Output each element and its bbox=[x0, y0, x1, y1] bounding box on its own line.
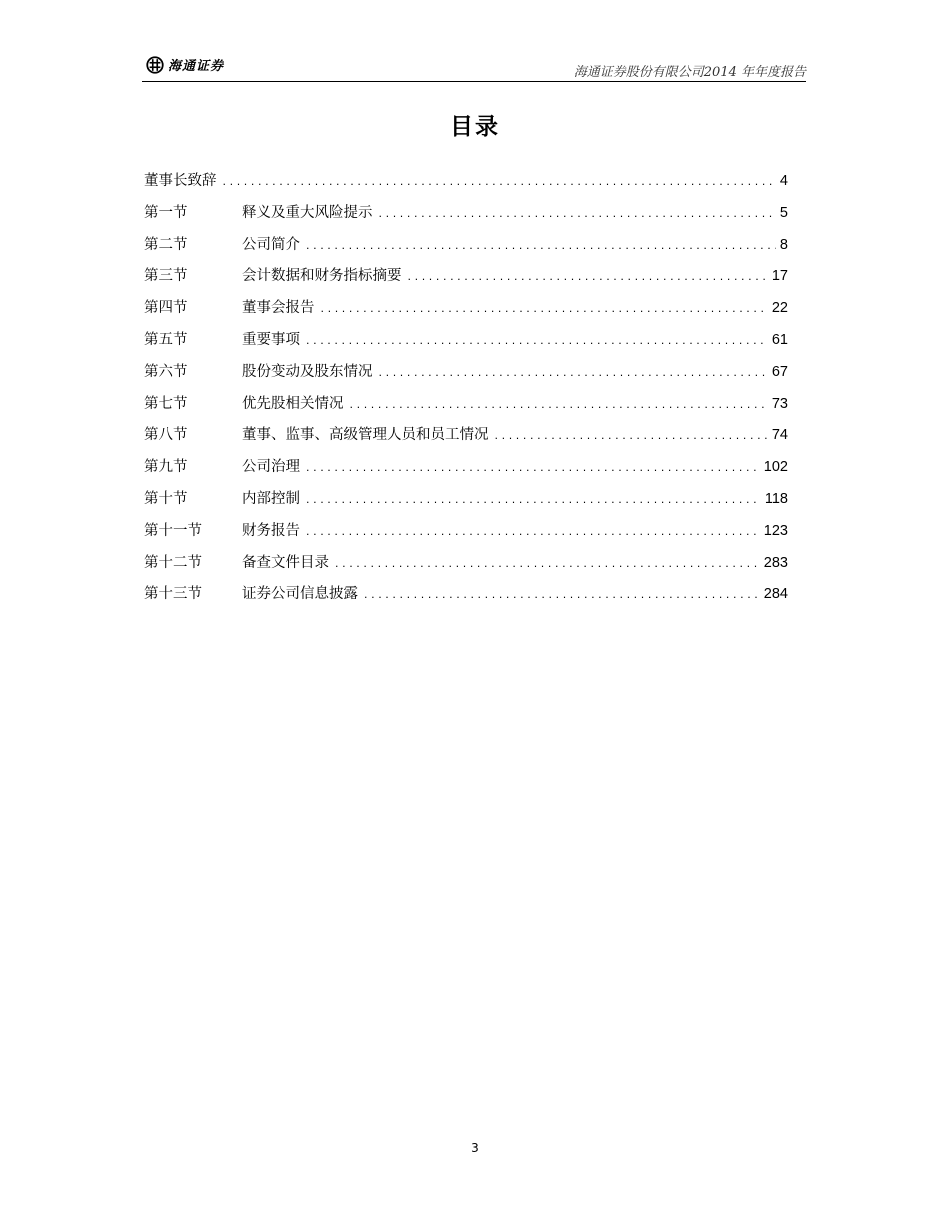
toc-entry-page-number: 5 bbox=[779, 204, 788, 221]
toc-entry-section-number: 第十二节 bbox=[144, 554, 202, 571]
page-header bbox=[142, 50, 806, 82]
toc-entry-page-number: 118 bbox=[764, 490, 788, 507]
toc-entry[interactable] bbox=[144, 233, 788, 265]
page-number: 3 bbox=[471, 1141, 479, 1155]
toc-entry-section-number: 第六节 bbox=[144, 363, 188, 380]
toc-entry[interactable] bbox=[144, 519, 788, 551]
toc-entry-page-number: 8 bbox=[779, 236, 788, 253]
toc-dot-leader bbox=[306, 493, 761, 506]
toc-entry-section-number: 第二节 bbox=[144, 236, 188, 253]
toc-entry-label: 优先股相关情况 bbox=[242, 395, 344, 412]
toc-dot-leader bbox=[321, 302, 768, 315]
toc-entry-label: 董事会报告 bbox=[242, 300, 315, 317]
toc-entry-section-number: 第一节 bbox=[144, 204, 188, 221]
logo-text: 海通证券 bbox=[168, 59, 225, 74]
toc-entry-section-number: 第八节 bbox=[144, 427, 188, 444]
toc-entry-section-number: 第十节 bbox=[144, 490, 188, 507]
toc-entry-section-number: 第十一节 bbox=[144, 522, 202, 539]
toc-entry[interactable] bbox=[144, 423, 788, 455]
toc-entry-label: 财务报告 bbox=[242, 522, 300, 539]
toc-entry-page-number: 123 bbox=[763, 522, 788, 539]
toc-entry-label: 证券公司信息披露 bbox=[242, 586, 358, 603]
toc-entry-section-number: 第四节 bbox=[144, 300, 188, 317]
toc-entry-section-number: 第三节 bbox=[144, 268, 188, 285]
toc-entry-page-number: 102 bbox=[763, 459, 788, 476]
toc-entry-section-number: 第十三节 bbox=[144, 586, 202, 603]
toc-entry[interactable] bbox=[144, 201, 788, 233]
toc-entry-label: 备查文件目录 bbox=[242, 554, 329, 571]
toc-dot-leader bbox=[408, 270, 768, 283]
toc-dot-leader bbox=[306, 525, 760, 538]
toc-dot-leader bbox=[306, 461, 760, 474]
toc-entry[interactable] bbox=[144, 551, 788, 583]
toc-entry-page-number: 73 bbox=[771, 395, 788, 412]
toc-entry-label: 内部控制 bbox=[242, 490, 300, 507]
toc-entry-label: 董事、监事、高级管理人员和员工情况 bbox=[242, 427, 489, 444]
toc-entry-page-number: 17 bbox=[771, 268, 788, 285]
toc-entry-section-number: 第七节 bbox=[144, 395, 188, 412]
toc-entry-page-number: 67 bbox=[771, 363, 788, 380]
toc-dot-leader bbox=[379, 207, 776, 220]
toc-entry-label: 股份变动及股东情况 bbox=[242, 363, 373, 380]
toc-title: 目录 bbox=[450, 114, 500, 140]
toc-entry[interactable] bbox=[144, 455, 788, 487]
toc-entry-page-number: 74 bbox=[771, 427, 788, 444]
toc-entry-page-number: 61 bbox=[771, 331, 788, 348]
toc-entry-label: 公司治理 bbox=[242, 459, 300, 476]
toc-dot-leader bbox=[335, 557, 760, 570]
toc-dot-leader bbox=[306, 334, 768, 347]
toc-entry-label: 董事长致辞 bbox=[144, 173, 217, 189]
toc-entry[interactable] bbox=[144, 328, 788, 360]
toc-entry[interactable] bbox=[144, 392, 788, 424]
toc-entry[interactable] bbox=[144, 487, 788, 519]
toc-entry[interactable] bbox=[144, 169, 788, 201]
toc-dot-leader bbox=[223, 175, 776, 188]
toc-entry[interactable] bbox=[144, 360, 788, 392]
table-of-contents bbox=[144, 169, 788, 614]
toc-entry[interactable] bbox=[144, 296, 788, 328]
toc-entry-label: 释义及重大风险提示 bbox=[242, 204, 373, 221]
toc-entry-section-number: 第九节 bbox=[144, 459, 188, 476]
toc-entry[interactable] bbox=[144, 582, 788, 614]
toc-entry[interactable] bbox=[144, 264, 788, 296]
toc-dot-leader bbox=[306, 239, 776, 252]
toc-entry-section-number: 第五节 bbox=[144, 331, 188, 348]
report-title: 海通证券股份有限公司2014 年年度报告 bbox=[573, 65, 806, 80]
toc-entry-page-number: 284 bbox=[763, 586, 788, 603]
toc-dot-leader bbox=[350, 398, 768, 411]
company-logo-icon bbox=[146, 56, 164, 74]
toc-entry-label: 会计数据和财务指标摘要 bbox=[242, 268, 402, 285]
toc-dot-leader bbox=[364, 588, 760, 601]
toc-entry-page-number: 283 bbox=[763, 554, 788, 571]
company-logo bbox=[146, 55, 224, 74]
toc-entry-label: 重要事项 bbox=[242, 331, 300, 348]
toc-entry-label: 公司简介 bbox=[242, 236, 300, 253]
toc-dot-leader bbox=[495, 429, 768, 442]
toc-dot-leader bbox=[379, 366, 768, 379]
toc-entry-page-number: 22 bbox=[771, 300, 788, 317]
toc-entry-page-number: 4 bbox=[779, 173, 788, 189]
